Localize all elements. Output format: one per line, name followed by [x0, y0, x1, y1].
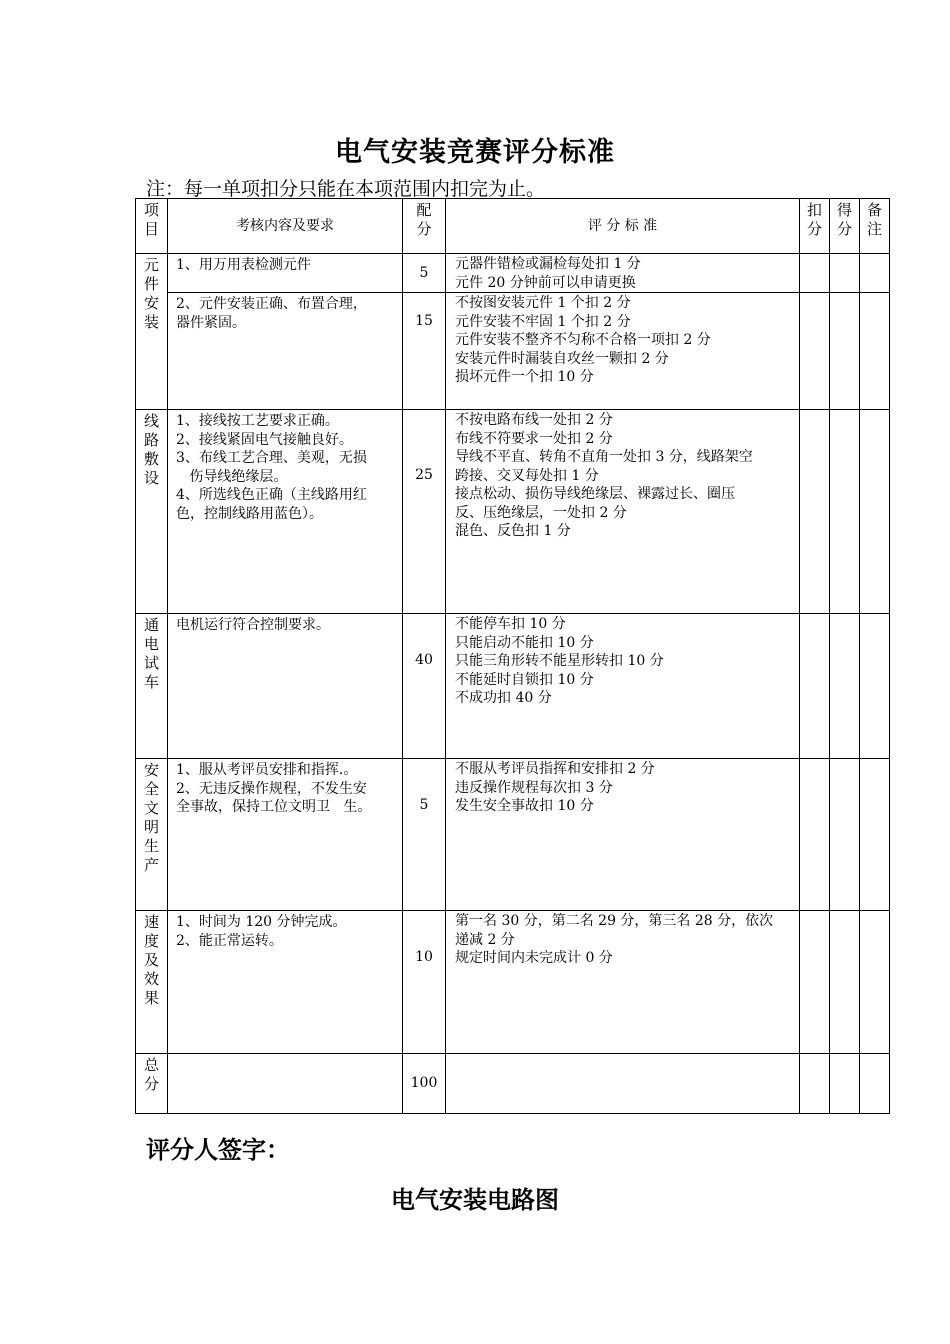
text-line: 安 [143, 294, 159, 312]
points-cell: 15 [403, 293, 446, 410]
text-line: 接点松动、损伤导线绝缘层、裸露过长、圈压 [455, 486, 735, 502]
scoring-table [135, 198, 890, 1114]
text-line: 1、用万用表检测元件 [176, 257, 311, 273]
header-deduct [800, 199, 830, 254]
text-line: 规定时间内未完成计 0 分 [455, 950, 613, 966]
text-line: 2、无违反操作规程，不发生安 [176, 780, 367, 797]
score-cell[interactable] [830, 293, 860, 410]
text-line: 元件 20 分钟前可以申请更换 [455, 274, 636, 291]
text-line: 车 [143, 673, 159, 691]
text-line: 2、能正常运转。 [176, 932, 283, 949]
header-content: 考核内容及要求 [168, 199, 403, 254]
header-points [403, 199, 446, 254]
criteria-cell [446, 911, 800, 1054]
text-line: 元 [143, 256, 159, 274]
circuit-diagram-title: 电气安装电路图 [391, 1186, 559, 1214]
header-criteria: 评 分 标 准 [446, 199, 800, 254]
deduct-cell[interactable] [800, 254, 830, 293]
text-line: 度 [143, 932, 159, 950]
text-line: 路 [143, 431, 159, 449]
score-cell[interactable] [830, 911, 860, 1054]
text-line: 装 [143, 313, 159, 331]
text-line: 只能三角形转不能星形转扣 10 分 [455, 653, 664, 669]
text-line: 件 [143, 275, 159, 293]
criteria-cell [446, 293, 800, 410]
text-line: 扣 [806, 201, 822, 219]
requirement-cell [168, 410, 403, 614]
header-remark [860, 199, 890, 254]
table-row [136, 293, 890, 410]
remark-cell[interactable] [860, 759, 890, 911]
text-line: 不按图安装元件 1 个扣 2 分 [455, 295, 631, 311]
text-line: 全 [143, 780, 159, 798]
text-line: 分 [806, 220, 822, 238]
text-line: 元件安装不牢固 1 个扣 2 分 [455, 313, 631, 330]
deduct-cell[interactable] [800, 614, 830, 759]
text-line: 色，控制线路用蓝色）。 [176, 505, 323, 522]
text-line: 电机运行符合控制要求。 [176, 617, 330, 633]
points-cell: 5 [403, 254, 446, 293]
deduct-cell[interactable] [800, 1054, 830, 1114]
score-cell[interactable] [830, 1054, 860, 1114]
criteria-cell [446, 254, 800, 293]
points-cell: 5 [403, 759, 446, 911]
criteria-cell [446, 759, 800, 911]
text-line: 不服从考评员指挥和安排扣 2 分 [455, 761, 655, 777]
text-line: 元器件错检或漏检每处扣 1 分 [455, 256, 641, 272]
text-line: 损坏元件一个扣 10 分 [455, 369, 594, 385]
requirement-cell [168, 254, 403, 293]
text-line: 全事故，保持工位文明卫 生。 [176, 799, 372, 815]
text-line: 果 [143, 989, 159, 1007]
section-name [136, 410, 168, 614]
text-line: 违反操作规程每次扣 3 分 [455, 779, 613, 796]
text-line: 速 [143, 913, 159, 931]
section-name [136, 911, 168, 1054]
text-line: 文 [143, 799, 159, 817]
remark-cell[interactable] [860, 410, 890, 614]
text-line: 总 [143, 1056, 159, 1074]
requirement-cell [168, 1054, 403, 1114]
text-line: 3、布线工艺合理、美观，无损 [176, 450, 367, 466]
section-name [136, 1054, 168, 1114]
text-line: 生 [143, 837, 159, 855]
remark-cell[interactable] [860, 1054, 890, 1114]
text-line: 跨接、交叉每处扣 1 分 [455, 467, 599, 484]
points-cell: 25 [403, 410, 446, 614]
deduct-cell[interactable] [800, 911, 830, 1054]
remark-cell[interactable] [860, 293, 890, 410]
points-cell: 10 [403, 911, 446, 1054]
table-row [136, 410, 890, 614]
text-line: 分 [836, 220, 852, 238]
text-line: 元件安装不整齐不匀称不合格一项扣 2 分 [455, 332, 711, 348]
score-cell[interactable] [830, 254, 860, 293]
text-line: 伤导线绝缘层。 [176, 468, 288, 485]
table-header-row [136, 199, 890, 254]
text-line: 敷 [143, 450, 159, 468]
document-title: 电气安装竞赛评分标准 [335, 137, 615, 168]
text-line: 及 [143, 951, 159, 969]
requirement-cell [168, 614, 403, 759]
remark-cell[interactable] [860, 254, 890, 293]
text-line: 试 [143, 654, 159, 672]
text-line: 2、接线紧固电气接触良好。 [176, 431, 353, 448]
text-line: 布线不符要求一处扣 2 分 [455, 430, 613, 447]
text-line: 分 [143, 1075, 159, 1093]
text-line: 项 [143, 201, 159, 219]
text-line: 备 [866, 201, 882, 219]
text-line: 安装元件时漏装自攻丝一颗扣 2 分 [455, 350, 669, 367]
text-line: 目 [143, 220, 159, 238]
text-line: 4、所选线色正确（主线路用红 [176, 487, 367, 503]
requirement-cell [168, 759, 403, 911]
section-name [136, 759, 168, 911]
text-line: 不能延时自锁扣 10 分 [455, 671, 594, 688]
text-line: 效 [143, 970, 159, 988]
text-line: 明 [143, 818, 159, 836]
text-line: 通 [143, 616, 159, 634]
table-row [136, 254, 890, 293]
table-row [136, 1054, 890, 1114]
requirement-cell [168, 293, 403, 410]
text-line: 线 [143, 412, 159, 430]
text-line: 导线不平直、转角不直角一处扣 3 分，线路架空 [455, 449, 753, 465]
text-line: 得 [836, 201, 852, 219]
deduct-cell[interactable] [800, 293, 830, 410]
text-line: 分 [416, 220, 432, 238]
table-row [136, 759, 890, 911]
signer-label: 评分人签字： [146, 1136, 290, 1164]
text-line: 器件紧固。 [176, 314, 246, 331]
text-line: 安 [143, 761, 159, 779]
deduct-cell[interactable] [800, 759, 830, 911]
text-line: 第一名 30 分，第二名 29 分，第三名 28 分，依次 [455, 913, 774, 929]
header-score [830, 199, 860, 254]
text-line: 1、服从考评员安排和指挥.。 [176, 762, 358, 778]
score-cell[interactable] [830, 759, 860, 911]
text-line: 不按电路布线一处扣 2 分 [455, 412, 613, 428]
text-line: 递减 2 分 [455, 931, 515, 948]
text-line: 反、压绝缘层，一处扣 2 分 [455, 504, 627, 521]
criteria-cell [446, 1054, 800, 1114]
requirement-cell [168, 911, 403, 1054]
scoring-note: 注：每一单项扣分只能在本项范围内扣完为止。 [146, 178, 546, 200]
text-line: 注 [866, 220, 882, 238]
text-line: 发生安全事故扣 10 分 [455, 798, 594, 814]
text-line: 1、时间为 120 分钟完成。 [176, 914, 347, 930]
table-row [136, 614, 890, 759]
remark-cell[interactable] [860, 911, 890, 1054]
text-line: 2、元件安装正确、布置合理， [176, 296, 367, 312]
text-line: 配 [416, 201, 432, 219]
score-cell[interactable] [830, 410, 860, 614]
text-line: 只能启动不能扣 10 分 [455, 634, 594, 651]
text-line: 混色、反色扣 1 分 [455, 523, 571, 539]
points-cell: 100 [403, 1054, 446, 1114]
text-line: 产 [143, 856, 159, 874]
text-line: 不成功扣 40 分 [455, 690, 552, 706]
text-line: 设 [143, 469, 159, 487]
table-row [136, 911, 890, 1054]
remark-cell[interactable] [860, 614, 890, 759]
points-cell: 40 [403, 614, 446, 759]
header-item [136, 199, 168, 254]
text-line: 不能停车扣 10 分 [455, 616, 566, 632]
score-cell[interactable] [830, 614, 860, 759]
criteria-cell [446, 410, 800, 614]
text-line: 电 [143, 635, 159, 653]
text-line: 1、接线按工艺要求正确。 [176, 413, 339, 429]
deduct-cell[interactable] [800, 410, 830, 614]
section-name [136, 614, 168, 759]
section-name [136, 254, 168, 410]
criteria-cell [446, 614, 800, 759]
